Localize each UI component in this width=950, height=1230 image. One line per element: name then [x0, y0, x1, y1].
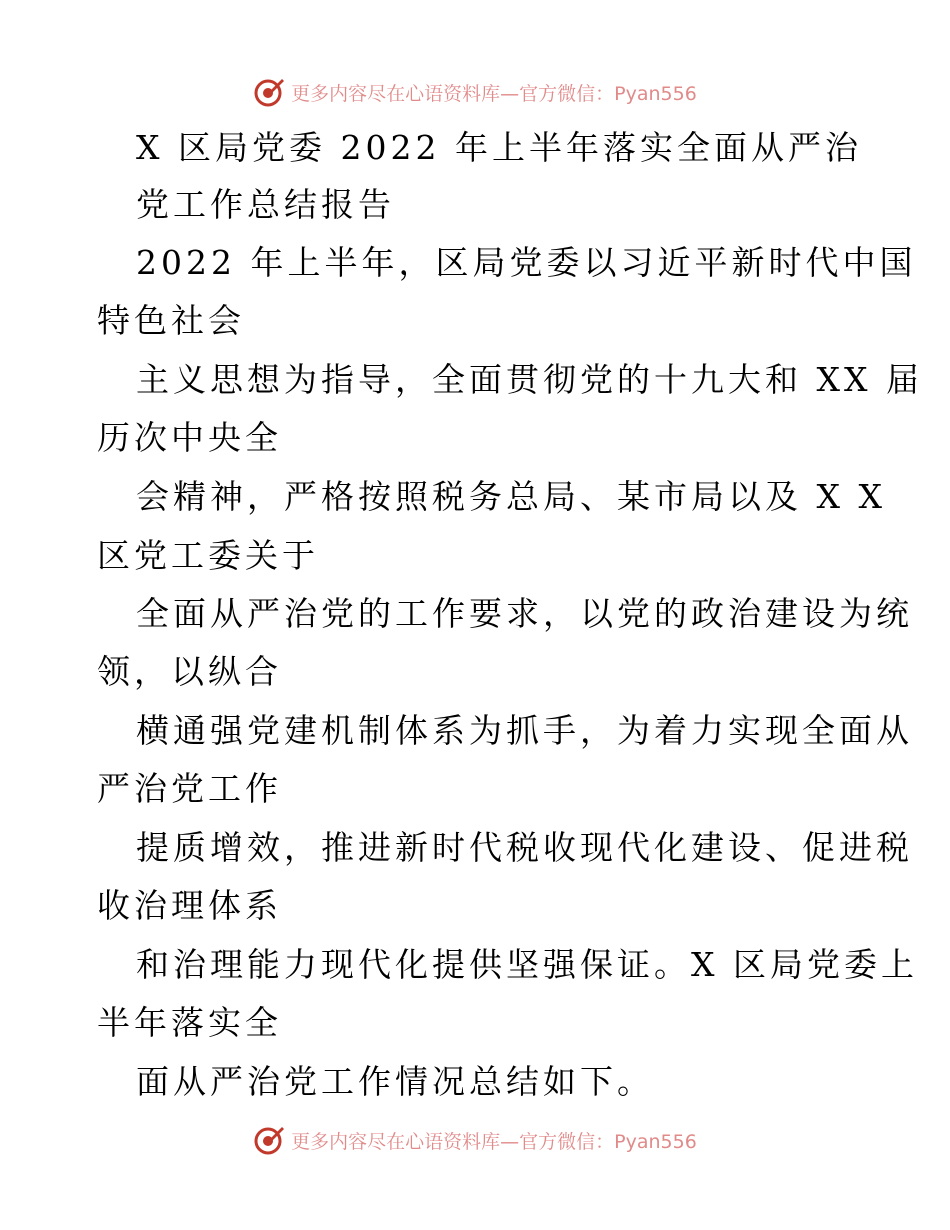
body-line: 区党工委关于	[97, 536, 319, 575]
body-line: 和治理能力现代化提供坚强保证。X 区局党委上	[136, 945, 918, 984]
footer-banner	[0, 1120, 950, 1160]
body-line: 会精神，严格按照税务总局、某市局以及 X X	[136, 477, 886, 516]
body-line: 收治理体系	[97, 886, 282, 925]
pen-logo-icon	[253, 1124, 285, 1156]
body-line: 横通强党建机制体系为抓手，为着力实现全面从	[136, 711, 913, 750]
footer-banner-contact: Pyan556	[614, 1130, 697, 1153]
body-line: 半年落实全	[97, 1003, 282, 1042]
body-line: 特色社会	[97, 301, 245, 340]
body-line: 提质增效，推进新时代税收现代化建设、促进税	[136, 828, 913, 867]
header-banner-text: 更多内容尽在心语资料库—官方微信：Pyan556	[291, 82, 697, 105]
body-line: 严治党工作	[97, 769, 282, 808]
body-line: 全面从严治党的工作要求，以党的政治建设为统	[136, 594, 913, 633]
document-title-line-2: 党工作总结报告	[136, 185, 395, 224]
pen-logo-icon	[253, 76, 285, 108]
body-line: 2022 年上半年，区局党委以习近平新时代中国	[136, 243, 917, 282]
body-line: 主义思想为指导，全面贯彻党的十九大和 XX 届	[136, 360, 923, 399]
footer-banner-text: 更多内容尽在心语资料库—官方微信：Pyan556	[291, 1130, 697, 1153]
body-line: 面从严治党工作情况总结如下。	[136, 1062, 654, 1101]
document-title-line-1: X 区局党委 2022 年上半年落实全面从严治	[136, 128, 862, 167]
body-line: 领，以纵合	[97, 652, 282, 691]
header-banner	[0, 72, 950, 112]
header-banner-contact: Pyan556	[614, 82, 697, 105]
body-line: 历次中央全	[97, 418, 282, 457]
